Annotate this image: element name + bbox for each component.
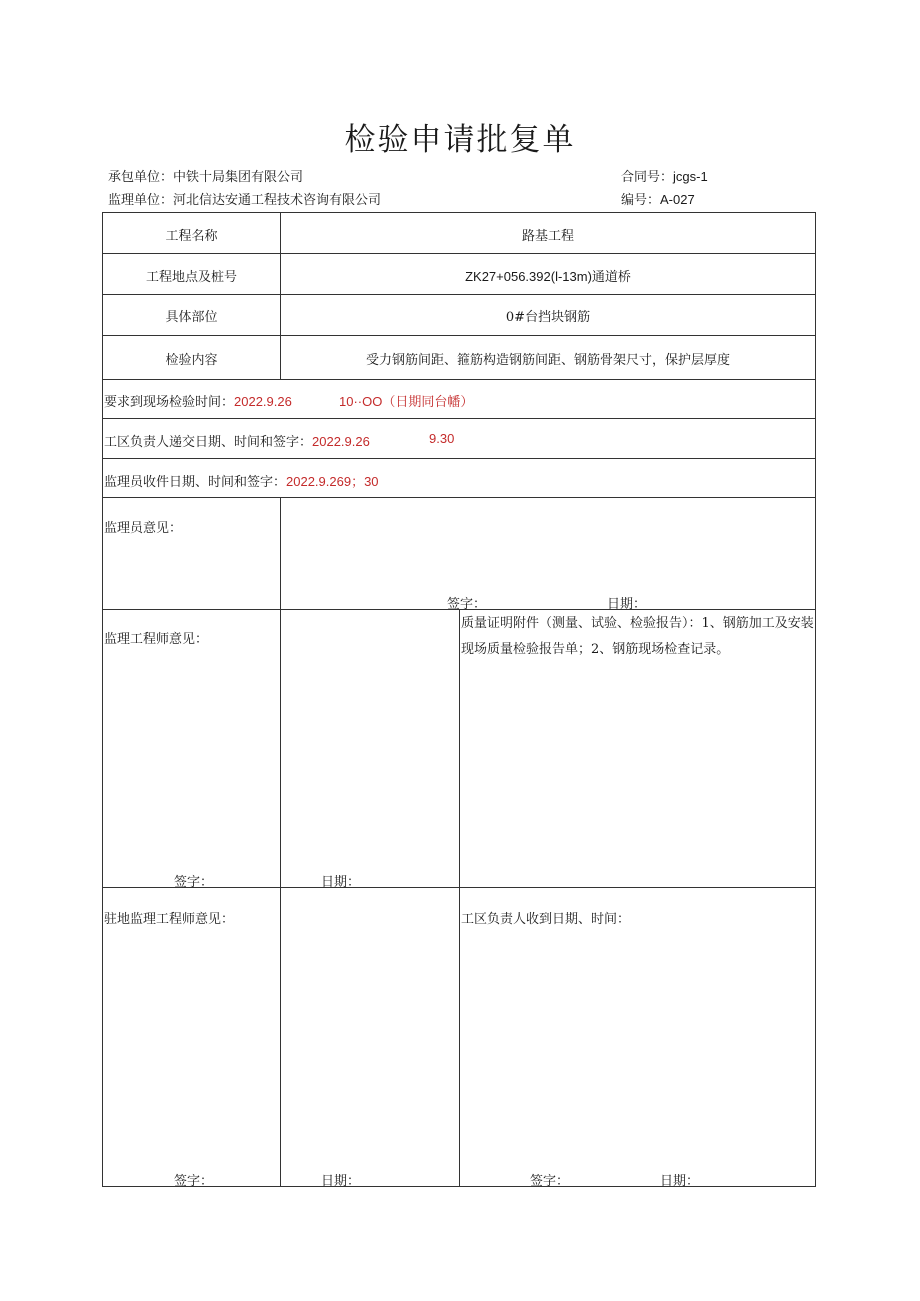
contractor-value: 中铁十局集团有限公司 xyxy=(173,170,304,185)
content-label: 检验内容 xyxy=(165,353,218,368)
contract-no-value: jcgs-1 xyxy=(673,169,708,184)
contractor-label: 承包单位： xyxy=(108,170,174,185)
engineer-sign-label: 签字： xyxy=(174,875,214,890)
submit-time-label: 工区负责人递交日期、时间和签字： xyxy=(104,435,313,450)
contractor-line xyxy=(108,166,303,185)
inspection-form xyxy=(102,212,816,1187)
received-date-label: 日期： xyxy=(660,1174,700,1189)
supervisor-label: 监理单位： xyxy=(108,193,174,208)
inspector-sign-label: 签字： xyxy=(447,597,487,612)
submit-date: 2022.9.26 xyxy=(312,434,370,449)
engineer-date-label: 日期： xyxy=(321,875,361,890)
request-time-label: 要求到现场检验时间： xyxy=(104,395,235,410)
supervisor-value: 河北信达安通工程技术咨询有限公司 xyxy=(173,193,382,208)
resident-opinion-label: 驻地监理工程师意见： xyxy=(104,912,235,927)
location-label: 工程地点及桩号 xyxy=(145,270,237,285)
submit-time-line xyxy=(104,431,370,450)
receive-time-label: 监理员收件日期、时间和签字： xyxy=(104,475,287,490)
row-divider xyxy=(103,458,815,459)
location-value: ZK27+056.392(l-13m)通道桥 xyxy=(465,269,631,284)
submit-time-value: 9.30 xyxy=(429,431,455,446)
resident-date-label: 日期： xyxy=(321,1174,361,1189)
inspector-date-label: 日期： xyxy=(607,597,647,612)
receive-time-line xyxy=(104,471,379,490)
contract-no-line xyxy=(621,166,708,185)
resident-sign-label: 签字： xyxy=(174,1174,214,1189)
project-name-label: 工程名称 xyxy=(165,229,218,244)
engineer-opinion-label: 监理工程师意见： xyxy=(104,632,209,647)
received-sign-label: 签字： xyxy=(530,1174,570,1189)
content-value: 受力钢筋间距、箍筋构造钢筋间距、钢筋骨架尺寸，保护层厚度 xyxy=(365,353,730,368)
supervisor-line xyxy=(108,189,381,208)
serial-line xyxy=(621,189,695,208)
request-date: 2022.9.26 xyxy=(234,394,292,409)
column-divider xyxy=(280,497,281,1186)
column-divider xyxy=(459,609,460,1186)
serial-value: A-027 xyxy=(660,192,695,207)
request-time-line xyxy=(104,391,292,410)
row-divider xyxy=(103,497,815,498)
row-divider xyxy=(103,379,815,380)
row-divider xyxy=(103,253,815,254)
serial-label: 编号： xyxy=(621,193,661,208)
quality-attachments: 质量证明附件（测量、试验、检验报告）：1、钢筋加工及安装现场质量检验报告单；2、钢筋现场检查记录。 xyxy=(461,616,814,657)
contract-no-label: 合同号： xyxy=(621,170,674,185)
project-name-value: 路基工程 xyxy=(521,229,574,244)
received-label: 工区负责人收到日期、时间： xyxy=(461,912,631,927)
receive-value: 2022.9.269；30 xyxy=(286,474,379,489)
row-divider xyxy=(103,335,815,336)
part-value: 0#台挡块钢筋 xyxy=(505,310,591,325)
row-divider xyxy=(103,294,815,295)
row-divider xyxy=(103,418,815,419)
inspector-opinion-label: 监理员意见： xyxy=(104,521,183,536)
request-time-value: 10··OO（日期同台幡） xyxy=(339,394,474,409)
page-title: 检验申请批复单 xyxy=(344,122,576,158)
part-label: 具体部位 xyxy=(165,310,218,325)
